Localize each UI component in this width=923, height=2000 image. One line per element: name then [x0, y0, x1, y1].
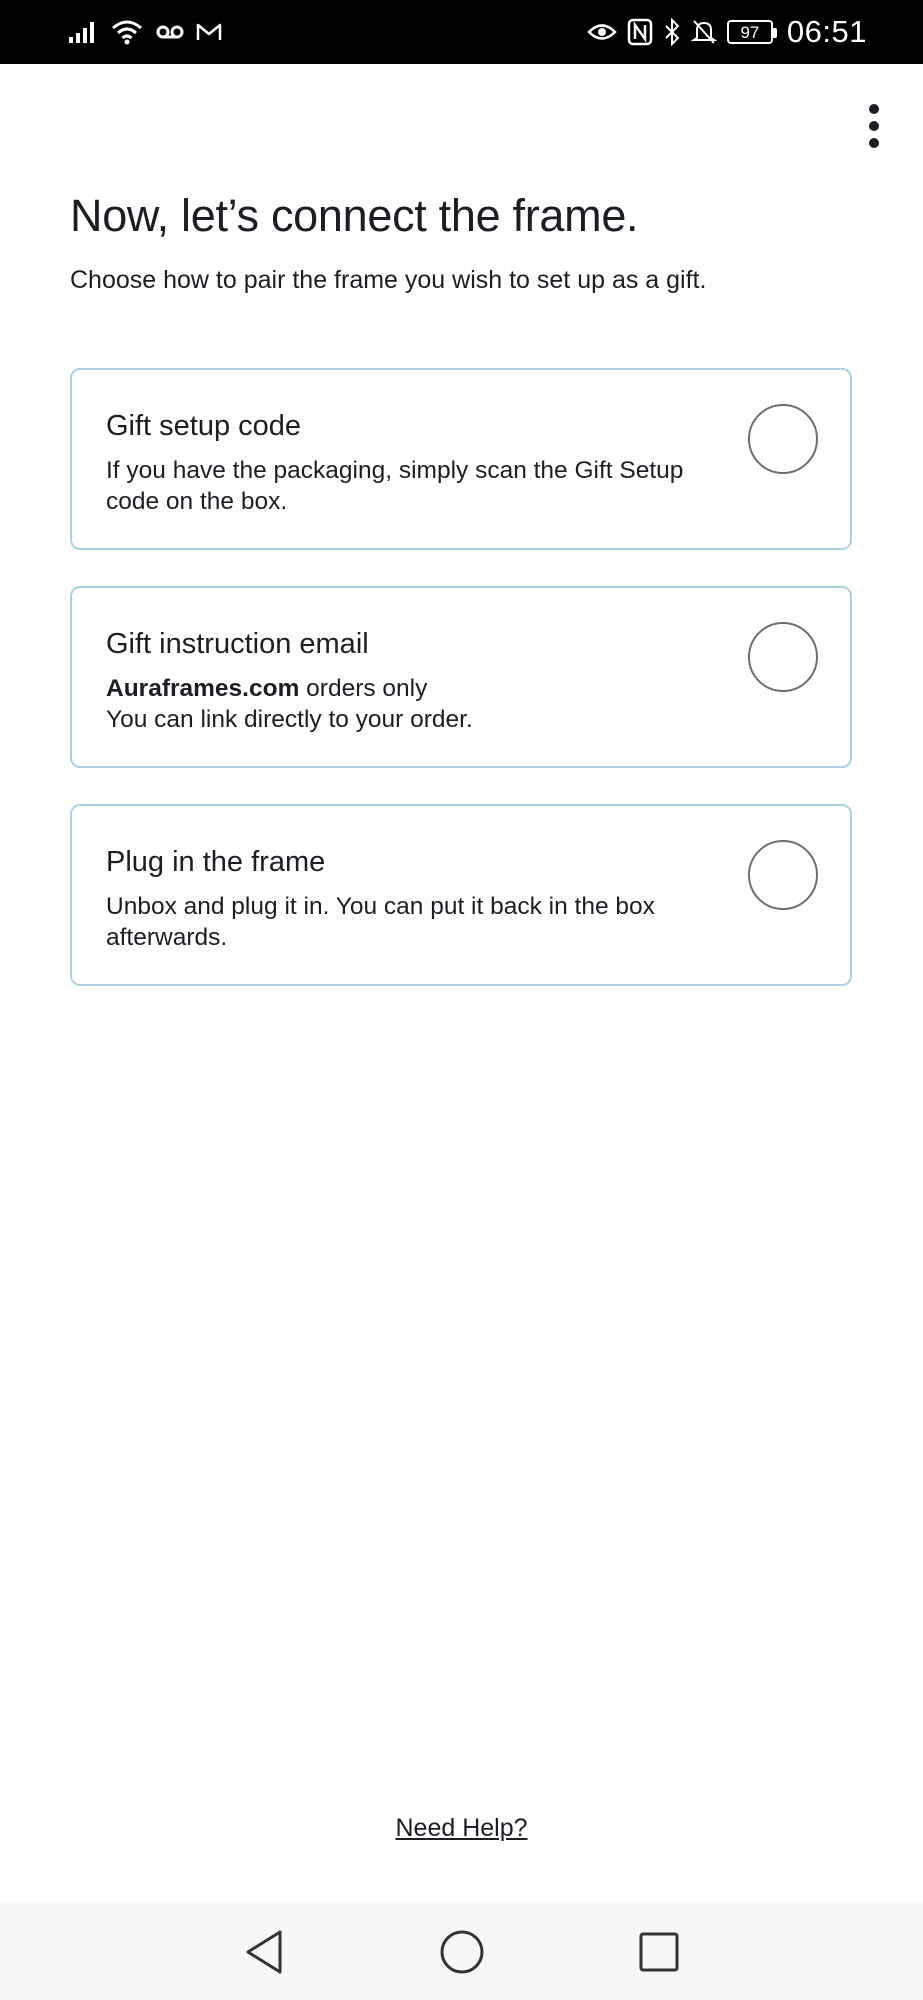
- option-description: If you have the packaging, simply scan the Gift Setup code on the box.: [106, 457, 684, 515]
- option-description: Unbox and plug it in. You can put it back in the box afterwards.: [106, 893, 655, 951]
- option-description-rest: orders only: [299, 675, 428, 702]
- home-icon[interactable]: [436, 1926, 488, 1978]
- radio-button[interactable]: [748, 840, 818, 910]
- radio-button[interactable]: [748, 404, 818, 474]
- status-bar-right: [587, 14, 867, 50]
- signal-icon: [68, 19, 98, 45]
- gmail-icon: [196, 22, 222, 42]
- page-subtitle: Choose how to pair the frame you wish to set up as a gift.: [70, 266, 707, 294]
- option-description-bold: Auraframes.com: [106, 675, 300, 702]
- page-title: Now, let’s connect the frame.: [70, 190, 639, 241]
- silent-icon: [691, 18, 717, 46]
- nav-bar: [0, 1902, 923, 2000]
- battery-icon: [727, 20, 773, 44]
- radio-button[interactable]: [748, 622, 818, 692]
- back-icon[interactable]: [238, 1926, 290, 1978]
- option-gift-setup-code[interactable]: [70, 368, 852, 550]
- eye-icon: [587, 21, 617, 43]
- option-title: Plug in the frame: [106, 846, 326, 878]
- option-description: [106, 673, 726, 735]
- status-time: 06:51: [786, 14, 867, 49]
- option-plug-in-frame[interactable]: [70, 804, 852, 986]
- bluetooth-icon: [663, 18, 681, 46]
- need-help-link[interactable]: Need Help?: [395, 1814, 528, 1842]
- nfc-icon: [627, 18, 653, 46]
- more-vert-icon[interactable]: [858, 100, 890, 152]
- voicemail-icon: [156, 23, 184, 41]
- option-gift-instruction-email[interactable]: [70, 586, 852, 768]
- option-title: Gift setup code: [106, 410, 302, 442]
- option-title: Gift instruction email: [106, 628, 369, 660]
- wifi-icon: [110, 18, 144, 46]
- recents-icon[interactable]: [633, 1926, 685, 1978]
- battery-level: 97: [740, 22, 760, 42]
- status-bar: [0, 0, 923, 64]
- status-bar-left: [68, 14, 222, 50]
- option-description-line2: You can link directly to your order.: [106, 706, 473, 733]
